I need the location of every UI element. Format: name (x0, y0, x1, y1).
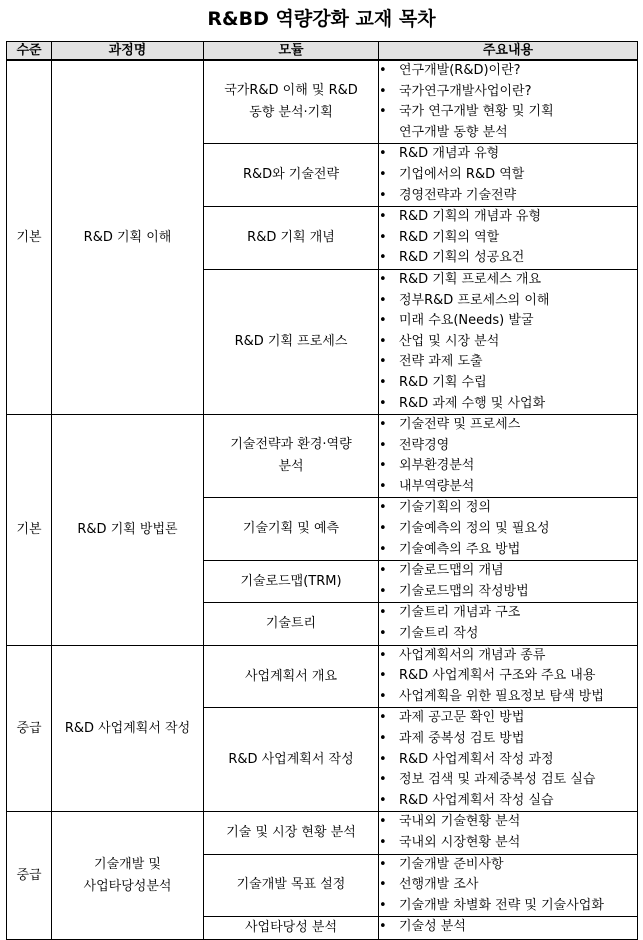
content-cell (379, 812, 638, 854)
content-cell (379, 415, 638, 498)
list-item: • 국내외 기술현황 분석 (379, 812, 637, 833)
course-cell: R&D 사업계획서 작성 (52, 645, 204, 812)
table-row (7, 60, 638, 144)
list-item: • 기술트리 작성 (379, 624, 637, 645)
list-item: • 기술예측의 주요 방법 (379, 540, 637, 561)
list-item: • 기술로드맵의 작성방법 (379, 582, 637, 603)
content-cell (379, 854, 638, 917)
toc-table (6, 41, 638, 940)
table-row (7, 812, 638, 854)
list-item: • 기술기획의 정의 (379, 498, 637, 519)
list-item: • 사업계획서의 개념과 종류 (379, 646, 637, 667)
list-item: • 사업계획을 위한 필요정보 탐색 방법 (379, 687, 637, 708)
list-item: • R&D 기획의 개념과 유형 (379, 207, 637, 228)
list-item: • 산업 및 시장 분석 (379, 332, 637, 353)
list-item: • 전략경영 (379, 436, 637, 457)
page-title: R&BD 역량강화 교재 목차 (207, 8, 436, 30)
list-item: • R&D 사업계획서 작성 과정 (379, 750, 637, 771)
module-cell: 국가R&D 이해 및 R&D 동향 분석·기획 (204, 60, 379, 144)
course-cell: 기술개발 및 사업타당성분석 (52, 812, 204, 940)
content-cell (379, 645, 638, 708)
content-cell (379, 708, 638, 812)
module-cell: 기술로드맵(TRM) (204, 561, 379, 603)
list-item: • 정보 검색 및 과제중복성 검토 실습 (379, 770, 637, 791)
list-item: • R&D 과제 수행 및 사업화 (379, 394, 637, 415)
content-cell (379, 498, 638, 561)
list-item: • 기술개발 차별화 전략 및 기술사업화 (379, 896, 637, 917)
list-item: • 기술트리 개념과 구조 (379, 603, 637, 624)
list-item: • 국내외 시장현황 분석 (379, 833, 637, 854)
list-item: • R&D 기획의 역할 (379, 228, 637, 249)
list-item: • 기술로드맵의 개념 (379, 561, 637, 582)
content-list (379, 270, 637, 414)
content-list (379, 603, 637, 644)
table-row (7, 645, 638, 708)
list-item: • 국가연구개발사업이란? (379, 82, 637, 103)
list-item: • 기술전략 및 프로세스 (379, 415, 637, 436)
module-cell: 기술기획 및 예측 (204, 498, 379, 561)
header-course: 과정명 (52, 42, 204, 61)
list-item: • 과제 중복성 검토 방법 (379, 729, 637, 750)
content-list (379, 144, 637, 206)
content-list (379, 561, 637, 602)
list-item: • R&D 기획 프로세스 개요 (379, 270, 637, 291)
list-item: • 전략 과제 도출 (379, 352, 637, 373)
content-cell (379, 561, 638, 603)
module-cell: R&D 기획 프로세스 (204, 269, 379, 414)
content-cell (379, 917, 638, 940)
module-cell: 기술트리 (204, 603, 379, 645)
level-cell: 중급 (7, 645, 52, 812)
level-cell: 기본 (7, 415, 52, 646)
content-list (379, 646, 637, 708)
list-item: • 정부R&D 프로세스의 이해 (379, 291, 637, 312)
content-cell (379, 269, 638, 414)
list-item: • 연구개발(R&D)이란? (379, 61, 637, 82)
module-cell: R&D 기획 개념 (204, 207, 379, 270)
list-item: • 기술개발 준비사항 (379, 855, 637, 876)
list-item: 연구개발 동향 분석 (399, 124, 508, 140)
content-cell (379, 60, 638, 144)
table-row (7, 415, 638, 498)
header-level: 수준 (7, 42, 52, 61)
content-cell (379, 207, 638, 270)
header-row (7, 42, 638, 61)
list-item: • 국가 연구개발 현황 및 기획 (379, 102, 637, 123)
content-list (379, 708, 637, 811)
content-list (379, 415, 637, 497)
content-list (379, 812, 637, 853)
list-item: • 기술성 분석 (379, 917, 637, 938)
module-cell: 사업계획서 개요 (204, 645, 379, 708)
list-item: • 미래 수요(Needs) 발굴 (379, 311, 637, 332)
header-module: 모듈 (204, 42, 379, 61)
list-item: • 경영전략과 기술전략 (379, 186, 637, 207)
content-list (379, 855, 637, 917)
list-item: • R&D 사업계획서 작성 실습 (379, 791, 637, 812)
list-item: • R&D 기획 수립 (379, 373, 637, 394)
module-cell: R&D와 기술전략 (204, 144, 379, 207)
list-item: • 외부환경분석 (379, 456, 637, 477)
content-cell (379, 603, 638, 645)
course-cell: R&D 기획 이해 (52, 60, 204, 415)
module-cell: 기술전략과 환경·역량 분석 (204, 415, 379, 498)
module-cell: 기술개발 목표 설정 (204, 854, 379, 917)
level-cell: 기본 (7, 60, 52, 415)
module-cell: 사업타당성 분석 (204, 917, 379, 940)
content-list (379, 498, 637, 560)
list-item: • 선행개발 조사 (379, 875, 637, 896)
content-cell (379, 144, 638, 207)
course-cell: R&D 기획 방법론 (52, 415, 204, 646)
list-item: • R&D 기획의 성공요건 (379, 248, 637, 269)
content-list (379, 61, 637, 143)
list-item: • R&D 사업계획서 구조와 주요 내용 (379, 666, 637, 687)
module-cell: 기술 및 시장 현황 분석 (204, 812, 379, 854)
level-cell: 중급 (7, 812, 52, 940)
content-list (379, 917, 637, 938)
header-content: 주요내용 (379, 42, 638, 61)
list-item: • 기업에서의 R&D 역할 (379, 165, 637, 186)
list-item: • 내부역량분석 (379, 477, 637, 498)
content-list (379, 207, 637, 269)
list-item: • R&D 개념과 유형 (379, 144, 637, 165)
list-item: • 기술예측의 정의 및 필요성 (379, 519, 637, 540)
module-cell: R&D 사업계획서 작성 (204, 708, 379, 812)
list-item: • 과제 공고문 확인 방법 (379, 708, 637, 729)
